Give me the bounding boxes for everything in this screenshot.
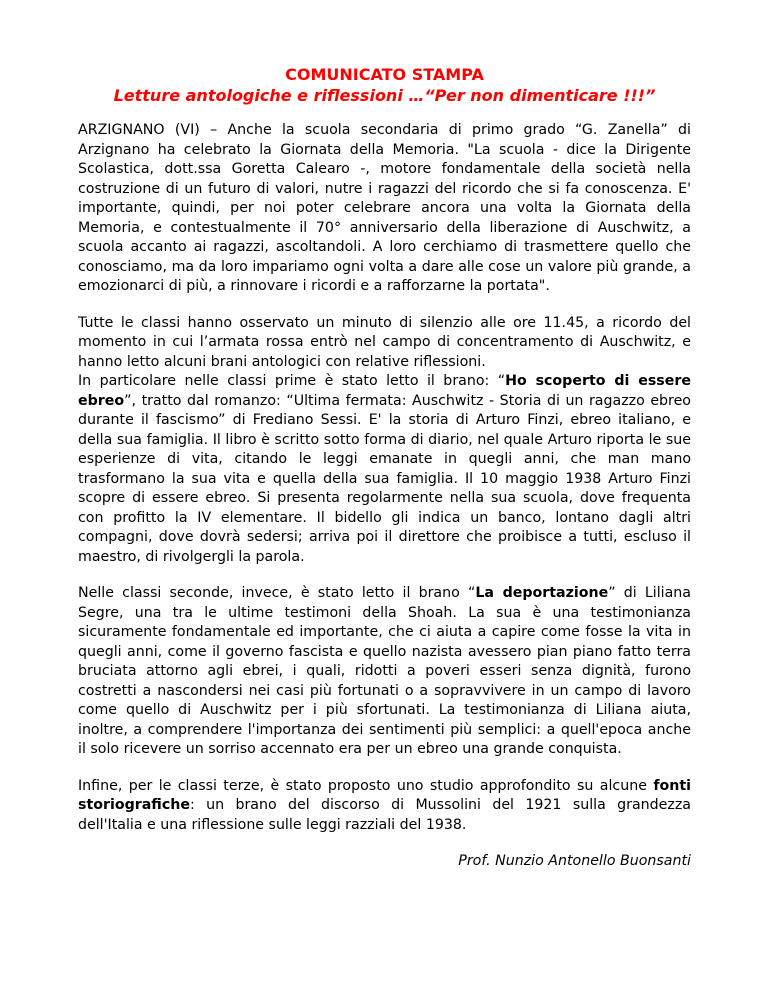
author-signature: Prof. Nunzio Antonello Buonsanti — [458, 853, 691, 869]
reading-title-deportazione: La deportazione — [475, 585, 609, 601]
paragraph-second-classes — [78, 584, 691, 760]
document-subtitle: Letture antologiche e riflessioni …“Per non dimenticare !!!” — [113, 86, 656, 105]
paragraph-first-classes-rest: ”, tratto dal romanzo: “Ultima fermata: Auschwitz - Storia di un ragazzo ebreo durante il fascismo” di Frediano Sessi. E' la storia di Arturo Finzi, ebreo italiano, e della sua famiglia. Il libro è scritto sotto forma di diario, nel quale Arturo riporta le sue esperienze di vita, citando le leggi emanate in quegli anni, che man mano trasformano la sua vita e quella della sua famiglia. Il 10 maggio 1938 Arturo Finzi scopre di essere ebreo. Si presenta regolarmente nella sua scuola, dove frequenta con profitto la IV elementare. Il bidello gli indica un banco, lontano dagli altri compagni, dove dovrà sedersi; arriva poi il direttore che proibisce a tutti, escluso il maestro, di rivolgergli la parola. — [78, 392, 691, 565]
paragraph-intro: ARZIGNANO (VI) – Anche la scuola secondaria di primo grado “G. Zanella” di Arzignano ha celebrato la Giornata della Memoria. "La scuola - dice la Dirigente Scolastica, dott.ssa Goretta Calearo -, motore fondamentale della società nella costruzione di un futuro di valori, nutre i ragazzi del ricordo che si fa conoscenza. E' importante, quindi, per noi poter celebrare ancora una volta la Giornata della Memoria, e contestualmente il 70° anniversario della liberazione di Auschwitz, a scuola accanto ai ragazzi, ascoltandoli. A loro cerchiamo di trasmettere quello che conosciamo, ma da loro impariamo ogni volta a dare alle cose un valore più grande, a emozionarci di più, a rinnovare i ricordi e a rafforzarne la portata". — [78, 122, 691, 294]
paragraph-classes — [78, 314, 691, 568]
press-release-document — [78, 64, 691, 872]
paragraph-third-classes-start: Infine, per le classi terze, è stato proposto uno studio approfondito su alcune — [78, 777, 654, 794]
paragraph-second-classes-rest: ” di Liliana Segre, una tra le ultime testimoni della Shoah. La sua è una testimonianza sicuramente fondamentale ed importante, che ci aiuta a capire come fosse la vita in quegli anni, come il governo fascista e quello nazista avessero pian piano fatto terra bruciata attorno agli ebrei, i quali, ridotti a poveri esseri senza dignità, furono costretti a nascondersi nei casi più fortunati o a sopravvivere in un campo di lavoro come quello di Auschwitz per i più sfortunati. La testimonianza di Liliana aiuta, inoltre, a comprendere l'importanza dei sentimenti più semplici: a quell'epoca anche il solo ricevere un sorriso accennato era per un ebreo una grande conquista. — [78, 585, 691, 757]
paragraph-first-classes-start: In particolare nelle classi prime è stato letto il brano: “ — [78, 373, 506, 389]
document-title: COMUNICATO STAMPA — [285, 65, 484, 84]
document-header — [78, 64, 691, 106]
paragraph-third-classes — [78, 777, 691, 836]
reading-title-ebreo: Ho scoperto di essere ebreo — [78, 373, 691, 409]
paragraph-minute-silence: Tutte le classi hanno osservato un minuto di silenzio alle ore 11.45, a ricordo del momento in cui l’armata rossa entrò nel campo di concentramento di Auschwitz, e hanno letto alcuni brani antologici con relative riflessioni. — [78, 314, 691, 370]
fonti-storiografiche-label: fonti storiografiche — [78, 777, 691, 813]
paragraph-second-classes-start: Nelle classi seconde, invece, è stato letto il brano “ — [78, 585, 476, 601]
paragraph-third-classes-rest: : un brano del discorso di Mussolini del 1921 sulla grandezza dell'Italia e una riflessione sulle leggi razziali del 1938. — [78, 797, 691, 833]
